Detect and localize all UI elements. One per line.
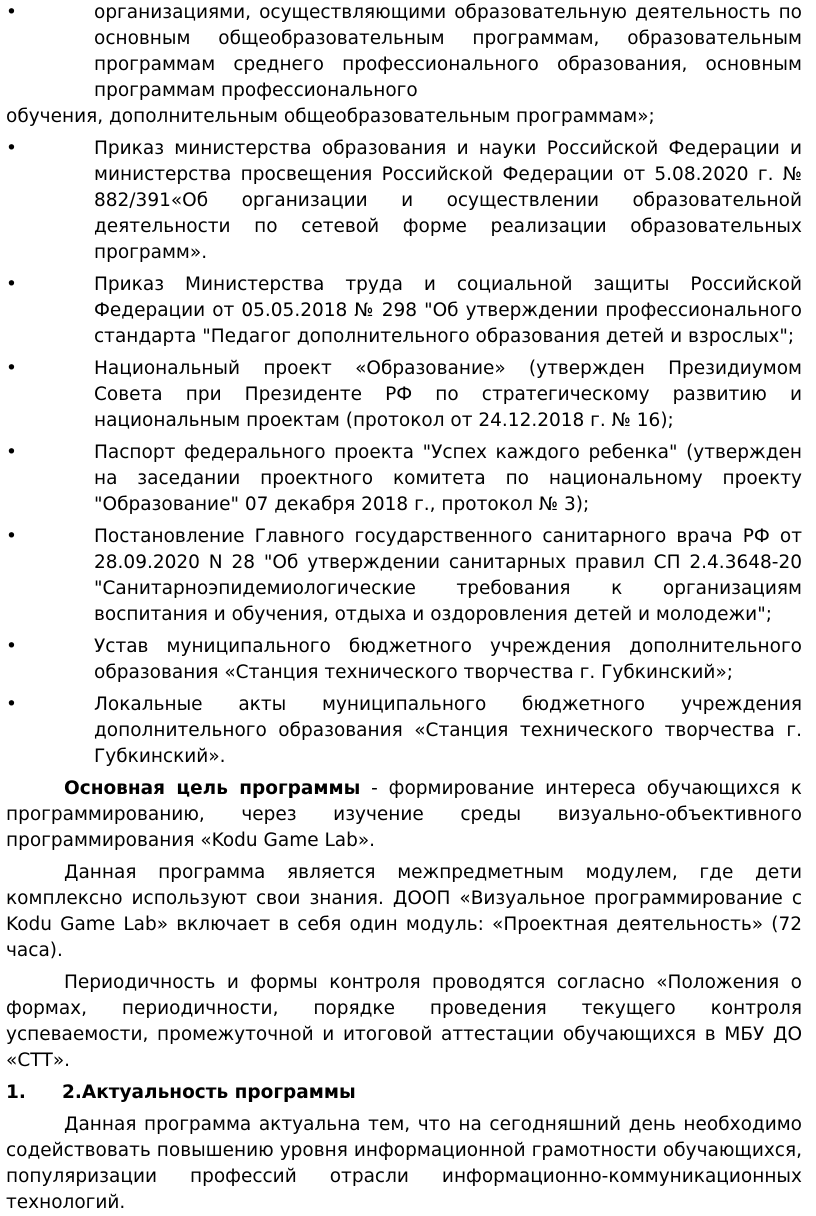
list-item (6, 272, 802, 350)
list-item-text: Постановление Главного государственного санитарного врача РФ от 28.09.2020 N 28 "Об утверждении санитарных правил СП 2.4.3648-20 "Санитарноэпидемиологические требования к организациям воспитания и обучения, отдыха и оздоровления детей и молодежи"; (94, 526, 802, 625)
list-item-text: Приказ Министерства труда и социальной защиты Российской Федерации от 05.05.2018 № 298 "Об утверждении профессионального стандарта "Педагог дополнительного образования детей и взрослых"; (94, 274, 802, 347)
bullet: • (6, 694, 17, 715)
bullet: • (6, 526, 17, 547)
relevance-paragraph: Данная программа актуальна тем, что на сегодняшний день необходимо содействовать повышению уровня информационной грамотности обучающихся, популяризации профессий отрасли информационно-коммуникационных технологий. (6, 1114, 802, 1213)
section-title: 2.Актуальность программы (62, 1082, 356, 1103)
list-item-continuation: обучения, дополнительным общеобразовательным программам»; (6, 106, 655, 127)
bullet: • (6, 274, 17, 295)
list-item-text: Паспорт федерального проекта "Успех каждого ребенка" (утвержден на заседании проектного комитета по национальному проекту "Образование" 07 декабря 2018 г., протокол № 3); (94, 442, 802, 515)
paragraph: Периодичность и формы контроля проводятся согласно «Положения о формах, периодичности, порядке проведения текущего контроля успеваемости, промежуточной и итоговой аттестации обучающихся в МБУ ДО «СТТ». (6, 972, 802, 1071)
list-item-text: Локальные акты муниципального бюджетного учреждения дополнительного образования «Станция технического творчества г. Губкинский». (94, 694, 802, 767)
list-item (6, 440, 802, 518)
list-item (6, 524, 802, 628)
goal-label: Основная цель программы (64, 778, 361, 799)
list-item (6, 136, 802, 266)
document-page (6, 0, 802, 1216)
list-item-text: Национальный проект «Образование» (утвержден Президиумом Совета при Президенте РФ по стратегическому развитию и национальным проектам (протокол от 24.12.2018 г. № 16); (94, 358, 802, 431)
list-item (6, 356, 802, 434)
bullet: • (6, 2, 17, 23)
list-item-text: Устав муниципального бюджетного учреждения дополнительного образования «Станция технического творчества г. Губкинский»; (94, 636, 802, 683)
paragraph: Данная программа является межпредметным модулем, где дети комплексно используют свои знания. ДООП «Визуальное программирование с Kodu Game Lab» включает в себя один модуль: «Проектная деятельность» (72 часа). (6, 862, 802, 961)
section-number: 1. (6, 1082, 26, 1103)
bullet: • (6, 636, 17, 657)
section-heading (6, 1080, 802, 1106)
bullet: • (6, 358, 17, 379)
list-item (6, 692, 802, 770)
list-item-intro (6, 0, 802, 104)
list-item-text: Приказ министерства образования и науки Российской Федерации и министерства просвещения Российской Федерации от 5.08.2020 г. № 882/391«Об организации и осуществлении образовательной деятельности по сетевой форме реализации образовательных программ». (94, 138, 802, 263)
goal-paragraph (6, 776, 802, 854)
bullet: • (6, 442, 17, 463)
bullet: • (6, 138, 17, 159)
list-item (6, 634, 802, 686)
goal-text: - формирование интереса обучающихся к программированию, через изучение среды визуально-объективного программирования «Kodu Game Lab». (6, 778, 802, 851)
list-item-text: организациями, осуществляющими образовательную деятельность по основным общеобразовательным программам, образовательным программам среднего профессионального образования, основным программам профессионального (94, 2, 802, 101)
